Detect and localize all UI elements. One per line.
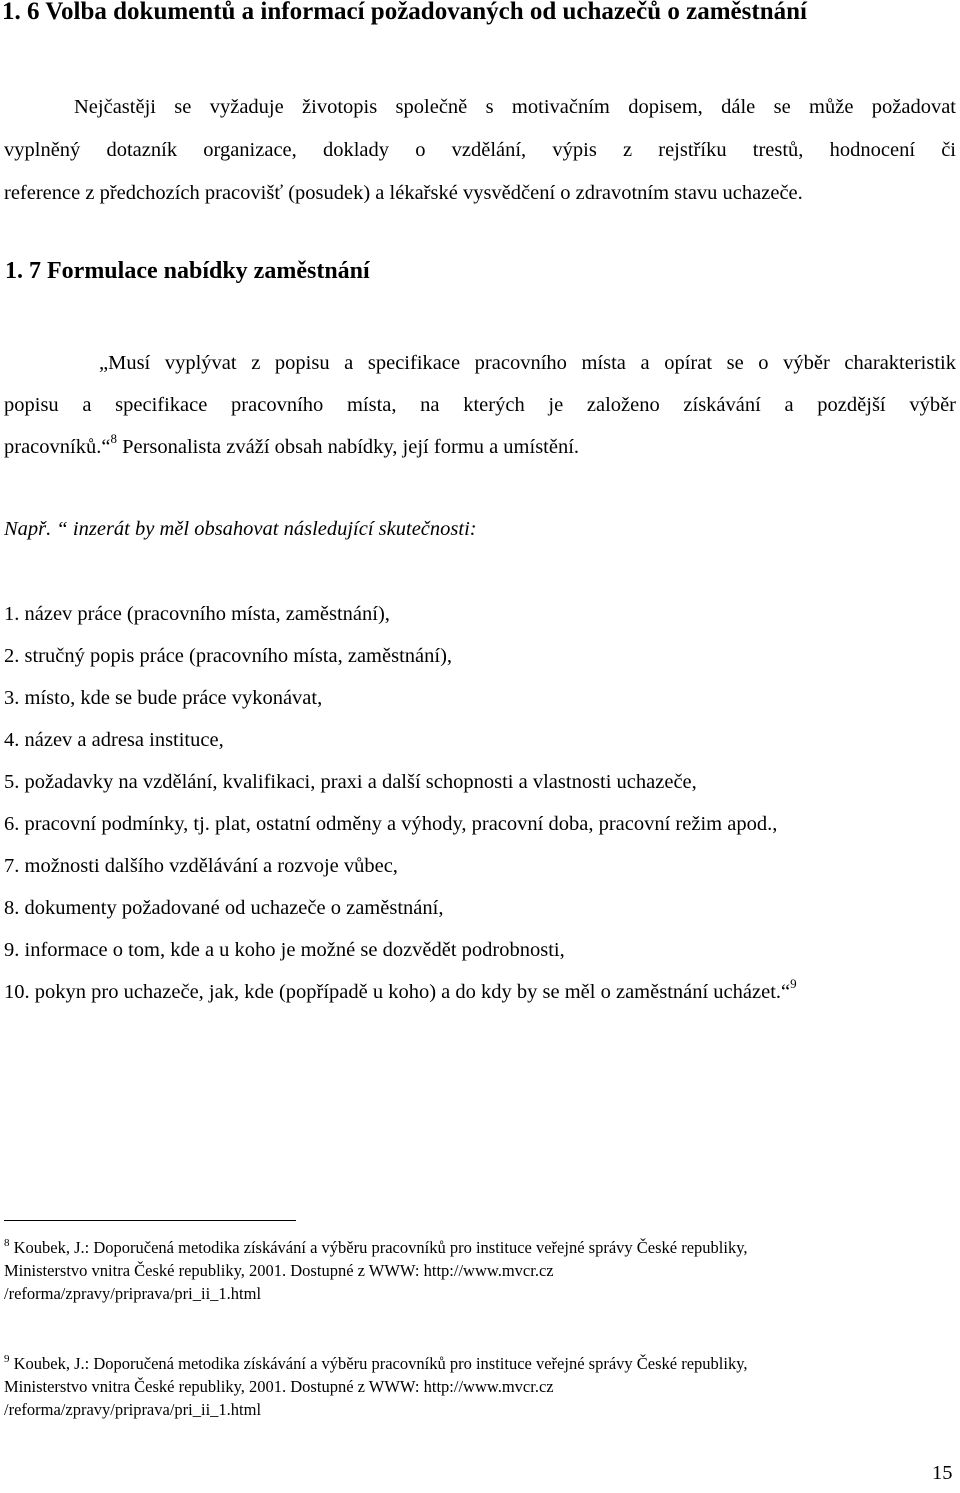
paragraph-continuation: Personalista zváží obsah nabídky, její formu a umístění. xyxy=(116,436,580,458)
paragraph-job-offer xyxy=(4,342,956,468)
list-item: 2. stručný popis práce (pracovního místa, zaměstnání), xyxy=(4,645,453,667)
section-heading-1-7: 1. 7 Formulace nabídky zaměstnání xyxy=(5,258,370,284)
paragraph-line: reference z předchozích pracovišť (posudek) a lékařské vysvědčení o zdravotním stavu uchazeče. xyxy=(4,182,803,204)
footnote-9 xyxy=(4,1352,944,1421)
list-item xyxy=(4,976,797,1004)
example-intro: Např. “ inzerát by měl obsahovat následující skutečnosti: xyxy=(4,518,477,540)
list-item: 8. dokumenty požadované od uchazeče o zaměstnání, xyxy=(4,897,444,919)
footnote-reference-9[interactable]: 9 xyxy=(790,976,797,992)
footnote-reference-8[interactable]: 8 xyxy=(110,431,117,447)
list-item: 3. místo, kde se bude práce vykonávat, xyxy=(4,687,323,709)
list-item: 7. možnosti dalšího vzdělávání a rozvoje vůbec, xyxy=(4,855,398,877)
footnote-line: Ministerstvo vnitra České republiky, 2001. Dostupné z WWW: http://www.mvcr.cz xyxy=(4,1377,554,1396)
list-item: 6. pracovní podmínky, tj. plat, ostatní odměny a výhody, pracovní doba, pracovní režim apod., xyxy=(4,813,778,835)
footnote-line: Koubek, J.: Doporučená metodika získávání a výběru pracovníků pro instituce veřejné správy České republiky, xyxy=(9,1238,748,1257)
paragraph-line: vyplněný dotazník organizace, doklady o vzdělání, výpis z rejstříku trestů, hodnocení či xyxy=(4,139,956,161)
list-item: 5. požadavky na vzdělání, kvalifikaci, praxi a další schopnosti a vlastnosti uchazeče, xyxy=(4,771,697,793)
footnote-separator xyxy=(4,1220,296,1221)
list-item: 9. informace o tom, kde a u koho je možné se dozvědět podrobnosti, xyxy=(4,939,565,961)
footnote-number: 8 xyxy=(4,1236,10,1249)
quote-end-text: pracovníků.“ xyxy=(4,436,111,458)
list-item: 1. název práce (pracovního místa, zaměstnání), xyxy=(4,603,390,625)
paragraph-line: „Musí vyplývat z popisu a specifikace pracovního místa a opírat se o výběr charakteristik xyxy=(99,352,956,374)
list-item-text: 10. pokyn pro uchazeče, jak, kde (popřípadě u koho) a do kdy by se měl o zaměstnání ucházet.“ xyxy=(4,981,791,1003)
page-number: 15 xyxy=(932,1462,953,1484)
footnote-number: 9 xyxy=(4,1352,10,1365)
paragraph-line: Nejčastěji se vyžaduje životopis společně s motivačním dopisem, dále se může požadovat xyxy=(74,96,956,118)
footnote-line: Koubek, J.: Doporučená metodika získávání a výběru pracovníků pro instituce veřejné správy České republiky, xyxy=(9,1354,748,1373)
footnote-line: /reforma/zpravy/priprava/pri_ii_1.html xyxy=(4,1284,262,1303)
section-heading-1-6: 1. 6 Volba dokumentů a informací požadovaných od uchazečů o zaměstnání xyxy=(2,0,807,25)
paragraph-line: popisu a specifikace pracovního místa, na kterých je založeno získávání a pozdější výběr xyxy=(4,394,956,416)
footnote-line: /reforma/zpravy/priprava/pri_ii_1.html xyxy=(4,1400,262,1419)
footnote-line: Ministerstvo vnitra České republiky, 2001. Dostupné z WWW: http://www.mvcr.cz xyxy=(4,1261,554,1280)
footnote-8 xyxy=(4,1236,944,1305)
list-item: 4. název a adresa instituce, xyxy=(4,729,224,751)
paragraph-documents xyxy=(4,86,956,215)
paragraph-line xyxy=(4,426,956,468)
